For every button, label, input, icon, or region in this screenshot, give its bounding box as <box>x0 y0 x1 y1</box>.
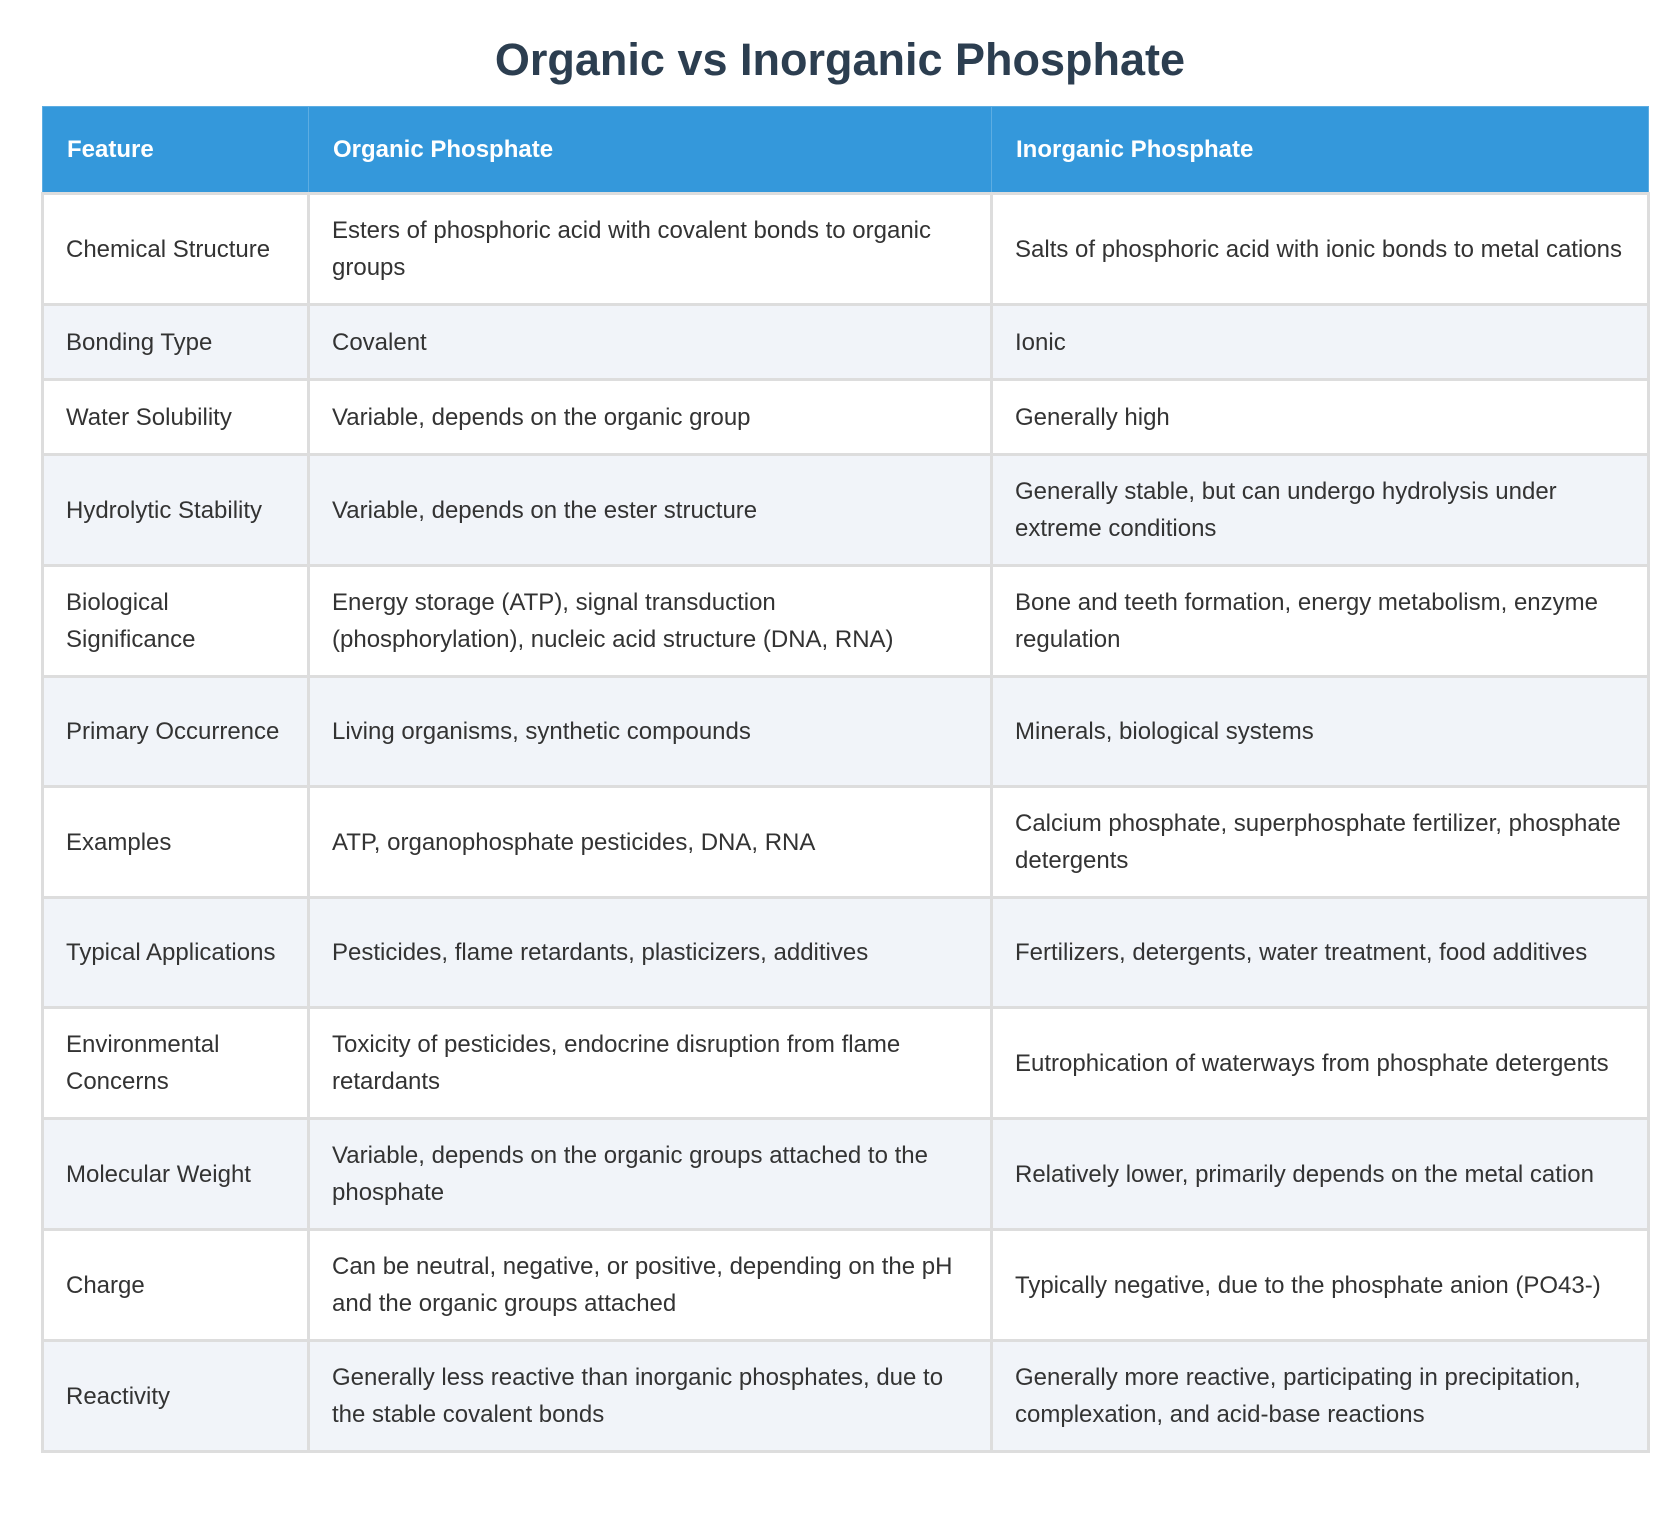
feature-cell: Molecular Weight <box>43 1119 309 1230</box>
table-row <box>43 455 1649 566</box>
organic-cell: Toxicity of pesticides, endocrine disruption from flame retardants <box>309 1008 992 1119</box>
header-organic-phosphate: Organic Phosphate <box>309 107 992 194</box>
feature-cell: Reactivity <box>43 1341 309 1452</box>
organic-cell: Living organisms, synthetic compounds <box>309 677 992 787</box>
inorganic-cell: Eutrophication of waterways from phosphate detergents <box>992 1008 1649 1119</box>
organic-cell: Can be neutral, negative, or positive, depending on the pH and the organic groups attached <box>309 1230 992 1341</box>
feature-cell: Environmental Concerns <box>43 1008 309 1119</box>
feature-cell: Hydrolytic Stability <box>43 455 309 566</box>
table-row <box>43 194 1649 305</box>
feature-cell: Typical Applications <box>43 898 309 1008</box>
table-row <box>43 1230 1649 1341</box>
organic-cell: Energy storage (ATP), signal transduction (phosphorylation), nucleic acid structure (DNA, RNA) <box>309 566 992 677</box>
header-feature: Feature <box>43 107 309 194</box>
table-row <box>43 1008 1649 1119</box>
header-row <box>43 107 1649 194</box>
organic-cell: Generally less reactive than inorganic phosphates, due to the stable covalent bonds <box>309 1341 992 1452</box>
table-row <box>43 305 1649 380</box>
inorganic-cell: Generally high <box>992 380 1649 455</box>
table-row <box>43 566 1649 677</box>
header-inorganic-phosphate: Inorganic Phosphate <box>992 107 1649 194</box>
inorganic-cell: Generally more reactive, participating in precipitation, complexation, and acid-base reactions <box>992 1341 1649 1452</box>
inorganic-cell: Bone and teeth formation, energy metabolism, enzyme regulation <box>992 566 1649 677</box>
feature-cell: Water Solubility <box>43 380 309 455</box>
feature-cell: Charge <box>43 1230 309 1341</box>
feature-cell: Biological Significance <box>43 566 309 677</box>
organic-cell: Esters of phosphoric acid with covalent bonds to organic groups <box>309 194 992 305</box>
organic-cell: ATP, organophosphate pesticides, DNA, RNA <box>309 787 992 898</box>
inorganic-cell: Relatively lower, primarily depends on the metal cation <box>992 1119 1649 1230</box>
table-row <box>43 1341 1649 1452</box>
table-row <box>43 677 1649 787</box>
inorganic-cell: Calcium phosphate, superphosphate fertilizer, phosphate detergents <box>992 787 1649 898</box>
page-title: Organic vs Inorganic Phosphate <box>494 34 1186 85</box>
organic-cell: Variable, depends on the organic groups attached to the phosphate <box>309 1119 992 1230</box>
comparison-table <box>41 106 1650 1453</box>
feature-cell: Primary Occurrence <box>43 677 309 787</box>
feature-cell: Chemical Structure <box>43 194 309 305</box>
table-row <box>43 380 1649 455</box>
organic-cell: Covalent <box>309 305 992 380</box>
inorganic-cell: Generally stable, but can undergo hydrolysis under extreme conditions <box>992 455 1649 566</box>
inorganic-cell: Fertilizers, detergents, water treatment, food additives <box>992 898 1649 1008</box>
organic-cell: Pesticides, flame retardants, plasticizers, additives <box>309 898 992 1008</box>
organic-cell: Variable, depends on the ester structure <box>309 455 992 566</box>
feature-cell: Examples <box>43 787 309 898</box>
table-row <box>43 1119 1649 1230</box>
inorganic-cell: Ionic <box>992 305 1649 380</box>
organic-cell: Variable, depends on the organic group <box>309 380 992 455</box>
inorganic-cell: Typically negative, due to the phosphate anion (PO43-) <box>992 1230 1649 1341</box>
feature-cell: Bonding Type <box>43 305 309 380</box>
table-row <box>43 787 1649 898</box>
inorganic-cell: Salts of phosphoric acid with ionic bonds to metal cations <box>992 194 1649 305</box>
inorganic-cell: Minerals, biological systems <box>992 677 1649 787</box>
table-row <box>43 898 1649 1008</box>
